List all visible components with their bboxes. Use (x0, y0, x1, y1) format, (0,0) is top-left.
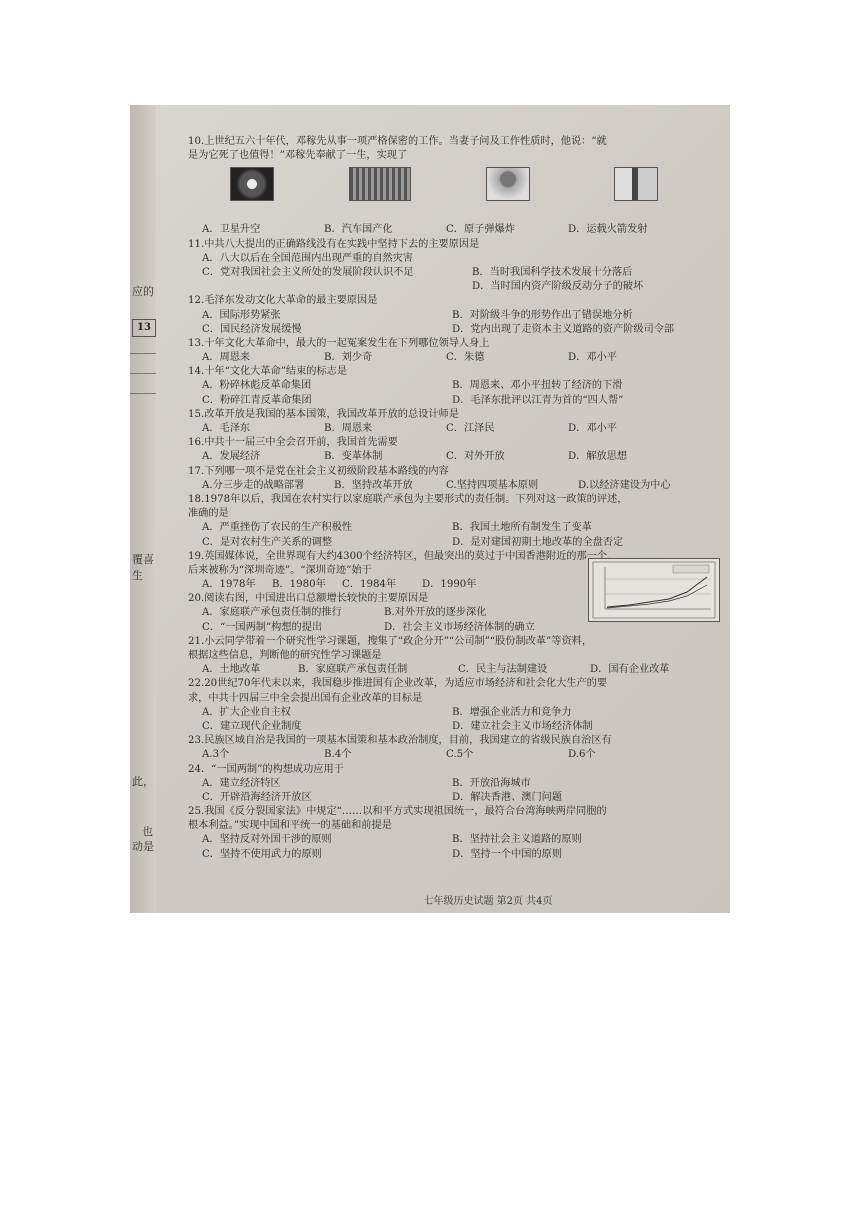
option: A．严重挫伤了农民的生产积极性 (202, 522, 352, 534)
question-10-options (188, 223, 728, 237)
option: C．1984年 (342, 579, 397, 591)
option: D．党内出现了走资本主义道路的资产阶级司令部 (452, 323, 675, 335)
option: D．解决香港、澳门问题 (452, 791, 563, 803)
option: D．1990年 (422, 579, 477, 591)
option: B．1980年 (272, 579, 326, 591)
option: A．土地改革 (202, 664, 261, 676)
option: C.坚持四项基本原则 (446, 479, 539, 491)
left-page-edge (130, 105, 156, 913)
option: B．增强企业活力和竞争力 (452, 706, 572, 718)
option: D．邓小平 (568, 423, 617, 434)
option: B.对外开放的逐步深化 (384, 607, 487, 619)
gutter-line (130, 393, 156, 394)
gutter-text: 覆喜 (132, 553, 154, 566)
option: B．刘少奇 (324, 352, 373, 364)
question-16-stem: 16.中共十一届三中全会召开前，我国首先需要 (188, 437, 398, 449)
question-10-line1: 10.上世纪五六十年代，邓稼先从事一项严格保密的工作。当妻子问及工作性质时，他说：“就 (188, 136, 607, 147)
option: A.3个 (202, 749, 230, 761)
option: A．坚持反对外国干涉的原则 (202, 834, 332, 846)
option: C．“一国两制”构想的提出 (202, 621, 323, 633)
option: B．周恩来、邓小平扭转了经济的下滑 (452, 380, 623, 392)
option: C．开辟沿海经济开放区 (202, 791, 312, 803)
mushroom-cloud-image (486, 167, 530, 201)
option: A．发展经济 (202, 451, 261, 463)
option: C．朱德 (446, 352, 485, 364)
option: C．民主与法制建设 (458, 664, 548, 676)
option: D．坚持一个中国的原则 (452, 848, 563, 860)
option: A．周恩来 (202, 352, 251, 364)
option: A．卫星升空 (202, 224, 261, 236)
option: C．坚持不使用武力的原则 (202, 848, 322, 860)
question-19-line2: 后来被称为“深圳奇迹”。“深圳奇迹”始于 (188, 564, 372, 576)
option: D．解放思想 (568, 451, 628, 463)
option: D．是对建国初期土地改革的全盘否定 (452, 536, 624, 548)
option: B．坚持改革开放 (334, 479, 413, 491)
option: C．国民经济发展缓慢 (202, 323, 302, 335)
gutter-text: 生 (132, 569, 143, 582)
option: C．建立现代企业制度 (202, 720, 302, 732)
gutter-text: 也 (142, 825, 153, 838)
option: D．毛泽东批评以江青为首的“四人帮” (452, 394, 624, 406)
page-footer: 七年级历史试题 第2页 共4页 (423, 896, 553, 907)
option: C．是对农村生产关系的调整 (202, 536, 333, 548)
option: B．坚持社会主义道路的原则 (452, 834, 582, 846)
option: B．家庭联产承包责任制 (298, 664, 408, 676)
option: C．粉碎江青反革命集团 (202, 394, 312, 406)
option: D.以经济建设为中心 (578, 479, 671, 491)
option: B．对阶级斗争的形势作出了错误地分析 (452, 309, 633, 321)
option: B．我国土地所有制发生了变革 (452, 522, 592, 534)
question-10-images (188, 167, 728, 221)
option: A．八大以后在全国范围内出现严重的自然灾害 (202, 252, 414, 264)
option: C.5个 (446, 749, 474, 761)
satellite-image (230, 167, 274, 201)
question-10-line2: 是为它死了也值得！”邓稼先奉献了一生，实现了 (188, 150, 408, 162)
option: D．邓小平 (568, 352, 617, 364)
trade-chart-figure (588, 558, 720, 622)
question-18-line2: 准确的是 (188, 508, 229, 520)
option: A.分三步走的战略部署 (202, 479, 305, 491)
question-21-line1: 21.小云同学带着一个研究性学习课题，搜集了“政企分开”“公司制”“股份制改革”等资料， (188, 635, 593, 647)
gutter-text: 此， (132, 775, 154, 788)
rocket-image (614, 167, 658, 201)
option: A．家庭联产承包责任制的推行 (202, 607, 342, 619)
option: B．周恩来 (324, 423, 373, 434)
option: A．建立经济特区 (202, 777, 281, 789)
question-24-stem: 24．“一国两制”的构想成功应用于 (188, 763, 344, 775)
question-23-stem: 23.民族区域自治是我国的一项基本国策和基本政治制度，目前，我国建立的省级民族自治区有 (188, 735, 612, 747)
option: B.4个 (324, 749, 352, 761)
option: C．原子弹爆炸 (446, 224, 515, 236)
question-19 (188, 550, 728, 593)
option: B．汽车国产化 (324, 224, 393, 236)
question-22-line2: 求，中共十四届三中全会提出国有企业改革的目标是 (188, 692, 423, 704)
gutter-line (130, 353, 156, 354)
question-13-stem: 13.十年文化大革命中，最大的一起冤案发生在下列哪位领导人身上 (188, 337, 490, 349)
option: C．对外开放 (446, 451, 505, 463)
gutter-text: 动是 (132, 840, 154, 853)
photo-of-exam-page (130, 105, 730, 913)
question-11-stem: 11.中共八大提出的正确路线没有在实践中坚持下去的主要原因是 (188, 238, 480, 250)
option: D.6个 (568, 749, 596, 761)
option: A．毛泽东 (202, 423, 251, 434)
question-25-line2: 根本利益。”实现中国和平统一的基础和前提是 (188, 820, 392, 832)
question-15-stem: 15.改革开放是我国的基本国策，我国改革开放的总设计师是 (188, 408, 459, 420)
option: B．当时我国科学技术发展十分落后 (472, 266, 633, 278)
option: D．运载火箭发射 (568, 224, 648, 236)
score-box: 13 (132, 319, 156, 337)
question-17-stem: 17.下列哪一项不是党在社会主义初级阶段基本路线的内容 (188, 465, 449, 477)
question-25-line1: 25.我国《反分裂国家法》中规定“……以和平方式实现祖国统一，最符合台湾海峡两岸同胞的 (188, 806, 607, 818)
question-21-line2: 根据这些信息，判断他的研究性学习课题是 (188, 650, 382, 661)
question-18-line1: 18.1978年以后，我国在农村实行以家庭联产承包为主要形式的责任制。下列对这一政策的评述， (188, 493, 628, 505)
option: A．国际形势紧张 (202, 309, 281, 321)
option: B．开放沿海城市 (452, 777, 531, 789)
option (202, 280, 472, 294)
cars-image (349, 167, 411, 201)
option: A．1978年 (202, 579, 256, 591)
question-22-line1: 22.20世纪70年代末以来，我国稳步推进国有企业改革，为适应市场经济和社会化大生产的要 (188, 678, 608, 690)
gutter-line (130, 373, 156, 374)
option: A．扩大企业自主权 (202, 706, 291, 718)
question-19-line1: 19.英国媒体说，全世界现有大约4300个经济特区，但最突出的莫过于中国香港附近的那一个， (188, 550, 618, 562)
option: D．国有企业改革 (590, 664, 670, 676)
option: D．建立社会主义市场经济体制 (452, 720, 593, 732)
question-14-stem: 14.十年“文化大革命”结束的标志是 (188, 366, 348, 378)
question-12-stem: 12.毛泽东发动文化大革命的最主要原因是 (188, 295, 378, 307)
option: A．粉碎林彪反革命集团 (202, 380, 312, 392)
gutter-text: 应的 (132, 285, 154, 298)
option: C．江泽民 (446, 423, 495, 434)
option: C．党对我国社会主义所处的发展阶段认识不足 (202, 266, 414, 278)
option: B．变革体制 (324, 451, 383, 463)
exam-content (188, 135, 728, 907)
option: D．社会主义市场经济体制的确立 (384, 621, 535, 633)
question-20-stem: 20.阅读右图，中国进出口总额增长较快的主要原因是 (188, 593, 429, 605)
option: D．当时国内资产阶级反动分子的破坏 (472, 281, 644, 293)
